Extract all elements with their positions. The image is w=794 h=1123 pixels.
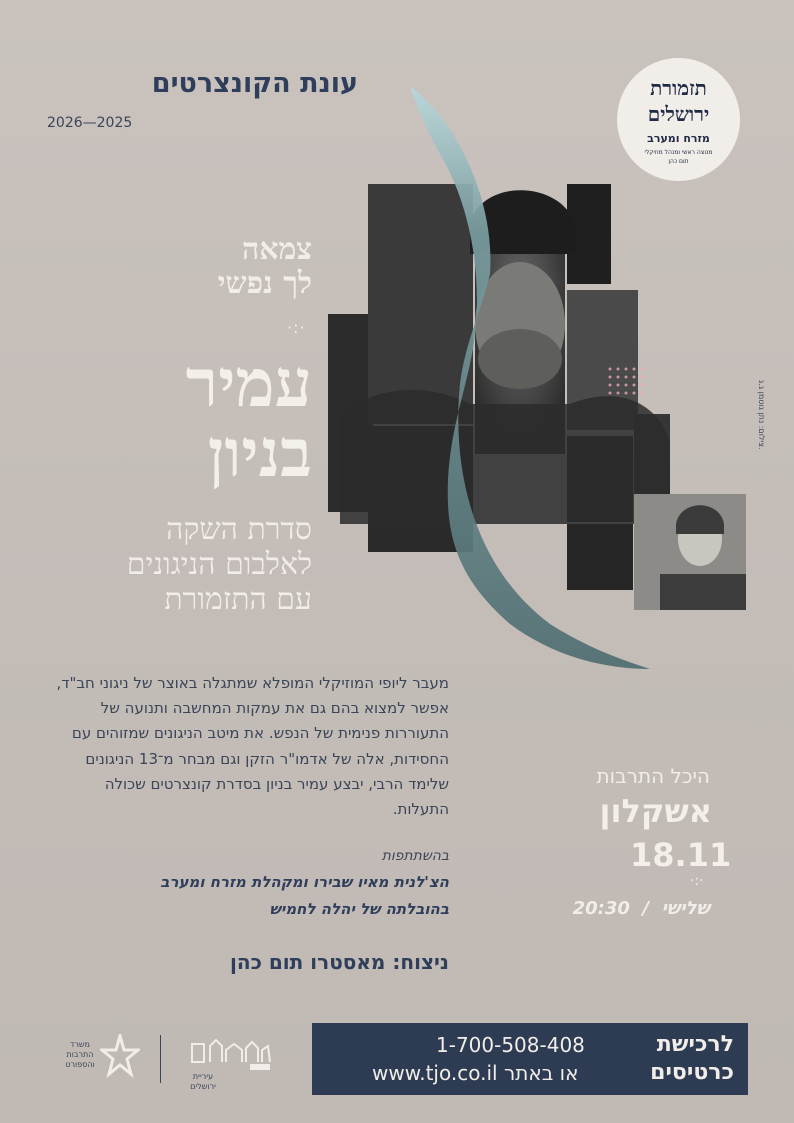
conductor-label: ניצוח: <box>392 950 449 974</box>
photo-credit: צילום: נתן גוטמן ג.ג. <box>757 380 766 450</box>
tickets-website[interactable]: או באתר www.tjo.co.il <box>372 1061 579 1085</box>
sponsor-text-line: והספורט <box>65 1060 95 1069</box>
headline-line-2: לך נפשי <box>217 266 312 301</box>
sponsor-text-line: ירושלים <box>190 1082 216 1091</box>
event-date: 18.11 <box>630 836 732 874</box>
tickets-label-line-2: כרטיסים <box>650 1060 734 1085</box>
logo-line: תזמורת <box>650 76 707 100</box>
description-paragraph: מעבר ליופי המוזיקלי המופלא שמתגלה באוצר של ניגוני חב"ד, אפשר למצוא בהם גם את עמקות המחשבה ותנועה של התעוררות פנימית של הנפש. את מיטב הניגונים שמזוהים עם החסידות, אלה של אדמו"ר הזקן וגם מבחר מ־13 הניגונים שלימד הרבי, יבצע עמיר בניון בסדרת קונצרטים שכולה התעלות. <box>56 674 449 819</box>
headline-line-1: צמאה <box>241 232 312 267</box>
sponsor-text-line: משרד <box>70 1040 90 1049</box>
jerusalem-city-logo-icon <box>190 1036 272 1072</box>
separator: / <box>636 898 656 919</box>
artist-photo-collage <box>320 84 750 684</box>
ornament-dots: ·:· <box>287 318 306 337</box>
season-title: עונת הקונצרטים <box>151 68 358 99</box>
event-day: שלישי <box>661 898 710 919</box>
event-venue: היכל התרבות <box>596 764 710 788</box>
subtitle-line-3: עם התזמורת <box>164 582 312 617</box>
city-logo-text <box>188 1072 218 1092</box>
subtitle-line-2: לאלבום הניגונים <box>126 547 312 582</box>
event-city: אשקלון <box>599 792 712 830</box>
logo-line: מנוצה ראשי ומנהל מוזיקלי <box>644 149 713 156</box>
participation-label: בהשתתפות <box>381 848 449 864</box>
subtitle-line-1: סדרת השקה <box>166 512 312 547</box>
event-day-time <box>573 898 710 919</box>
tickets-phone[interactable]: 1-700-508-408 <box>436 1033 585 1057</box>
tickets-box[interactable] <box>312 1023 748 1095</box>
conductor-credit <box>230 950 449 974</box>
logo-line: ירושלים <box>647 102 710 126</box>
logo-line: תום כהן <box>668 158 689 165</box>
artist-last-name: בניון <box>207 414 312 492</box>
ministry-star-icon <box>100 1034 140 1080</box>
conductor-name: מאסטרו תום כהן <box>229 950 386 974</box>
artist-first-name: עמיר <box>185 344 312 422</box>
ministry-logo-text <box>60 1040 100 1070</box>
participation-line-2: בהובלתה של יהלה לחמיש <box>269 900 449 918</box>
sponsor-text-line: עיריית <box>192 1072 214 1081</box>
logo-line: מזרח ומערב <box>647 132 710 145</box>
season-years: 2026—2025 <box>47 115 133 131</box>
event-time: 20:30 <box>572 898 630 919</box>
tickets-label-line-1: לרכישת <box>656 1032 734 1057</box>
ornament-dots: ·:· <box>690 873 704 889</box>
sponsor-divider <box>160 1035 161 1083</box>
tickets-label <box>650 1031 734 1087</box>
participation-line-1: הצ'לנית מאיו שבירו ומקהלת מזרח ומערב <box>160 873 449 891</box>
sponsor-text-line: התרבות <box>66 1050 94 1059</box>
photo-blocks <box>328 184 746 610</box>
